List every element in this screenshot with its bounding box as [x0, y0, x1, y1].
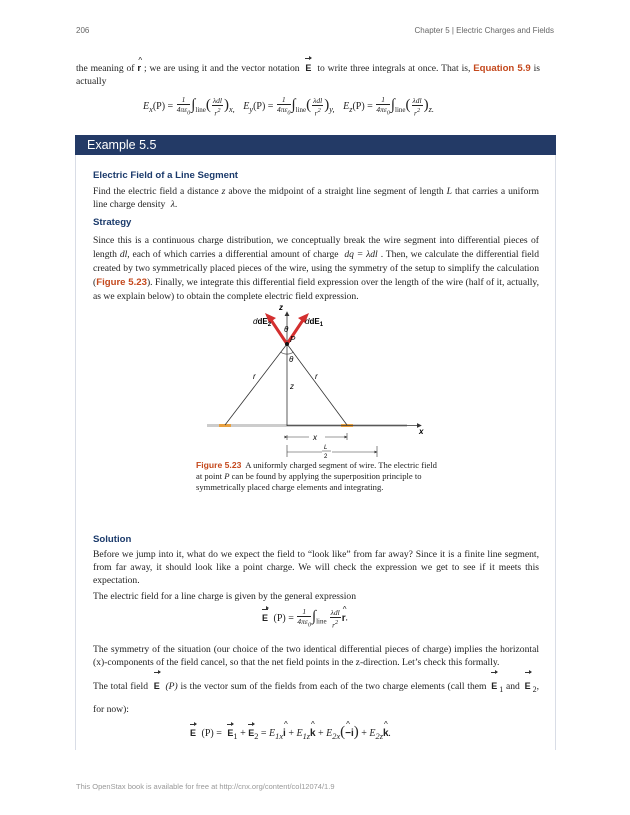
ey-integrand — [312, 96, 323, 118]
general-coef-den: 4πε — [297, 617, 308, 626]
z-axis-label: z — [279, 303, 283, 312]
coef-den: 4πε — [376, 105, 387, 114]
intro-text-1: the meaning of — [76, 63, 135, 74]
p4-E2-sub: 2 — [532, 684, 537, 694]
strategy-t4: ). Finally, we integrate this differential field expression over the length of the wire (half of it, actually, as we explain below) to obtain the complete electric field expression. — [93, 277, 539, 302]
problem-L: L — [446, 186, 452, 197]
sum-end: . — [388, 728, 391, 739]
L-den-label: 2 — [324, 454, 328, 460]
int-den: r — [314, 108, 318, 117]
ez-integrand — [412, 96, 423, 118]
solution-paragraph-2: The electric field for a line charge is given by the general expression — [93, 591, 357, 602]
dE1-sub: 1 — [319, 322, 324, 328]
p4-t2: is the vector sum of the fields from each of the two charge elements (call them — [180, 681, 487, 692]
sum-E2z: E — [369, 728, 376, 739]
caption-P: P — [224, 471, 230, 481]
integral-sign: ∫ — [291, 96, 296, 113]
p4-t1: The total field — [93, 681, 148, 692]
general-integral: ∫ — [311, 608, 317, 625]
general-int-num: λdl — [330, 607, 340, 617]
strategy-paragraph — [93, 234, 539, 304]
component-equations — [143, 95, 434, 118]
eq-ez: $E_z(P)$ = $\frac{1}{4\pi\varepsilon_0}$ $\int_{line}$( $\frac{\text{λdl}}{r^2}$ )$_{z.}$ — [343, 95, 434, 117]
ex-sub: x — [149, 104, 153, 114]
x-length-label: x — [313, 433, 317, 442]
general-coef-den-sub: 0 — [307, 621, 311, 629]
equation-5-9-link[interactable]: Equation 5.9 — [473, 63, 531, 74]
sum-E2x: E — [326, 728, 333, 739]
int-den-sup: 2 — [317, 106, 321, 114]
general-int-den-sup: 2 — [335, 618, 339, 626]
sum-E1x-sub: 1x — [275, 732, 284, 741]
p4-E1: E — [491, 676, 497, 696]
caption-t1: A uniformly charged segment of wire. The electric field at point — [196, 460, 437, 481]
integral-sign: ∫ — [191, 96, 196, 113]
r-line-left — [225, 344, 287, 425]
ey-arg: (P) = — [253, 100, 274, 112]
intro-paragraph — [76, 62, 540, 88]
problem-z: z — [221, 186, 226, 197]
solution-paragraph-3: The symmetry of the situation (our choice of the two identical differential pieces of charge) implies the horizontal (x)-components of the field cancel, so that the net field points in the z-direction. Let’s check this formally. — [93, 644, 539, 668]
theta-arc-right — [287, 352, 294, 354]
sum-E1: E — [227, 728, 234, 738]
int-num: λdl — [212, 95, 222, 105]
ey-sub: y — [249, 104, 254, 114]
P-label: P — [290, 335, 296, 344]
sum-i-hat: ^ i — [283, 728, 286, 739]
coef-den-sub: 0 — [386, 109, 390, 117]
theta-mid-label: θ — [289, 355, 294, 364]
x-axis-label: x — [419, 427, 424, 436]
ez-trail: z. — [428, 104, 434, 114]
sum-E1x: E — [269, 728, 276, 739]
caption-t2: can be found by applying the superposition principle to symmetrically placed charge elements and integrating. — [196, 471, 422, 492]
figure-5-23-link[interactable]: Figure 5.23 — [96, 277, 147, 288]
int-den: r — [414, 108, 417, 117]
strategy-dq: dq = λdl — [344, 249, 378, 260]
ey-lhs: E — [243, 100, 250, 112]
example-banner: Example 5.5 — [75, 135, 556, 155]
p4-and: and — [505, 681, 520, 692]
ey-coef — [277, 95, 291, 118]
dE2-sub: 2 — [267, 322, 272, 328]
coef-num: 1 — [177, 95, 191, 105]
limit: line — [195, 105, 206, 114]
dE2-text: dE — [257, 317, 268, 326]
eq-ey: $E_y(P)$ = $\frac{1}{4\pi\varepsilon_0}$ $\int_{line}$( $\frac{\text{λdl}}{r^2}$ )$_{y,}$ — [243, 95, 335, 117]
coef-den: 4πε — [176, 105, 188, 114]
sum-plus3: + — [318, 728, 324, 739]
sum-E2-sub: 2 — [254, 732, 259, 741]
p4-E1-sub: 1 — [499, 684, 504, 694]
sum-neg-i: ^ −i — [345, 728, 354, 739]
general-rhat: ^ r — [342, 613, 346, 624]
chapter-title: Chapter 5 | Electric Charges and Fields — [414, 26, 554, 35]
int-den: r — [214, 108, 218, 117]
theta-top-label: θ — [284, 325, 289, 334]
limit: line — [295, 105, 307, 114]
r-right-label: r — [315, 372, 318, 381]
general-coef — [297, 607, 311, 630]
general-arg: (P) = — [273, 612, 294, 624]
ex-lhs: E — [143, 100, 150, 112]
sum-E1z-sub: 1z — [302, 732, 310, 741]
figure-5-23 — [195, 300, 435, 460]
ex-trail: x, — [228, 104, 235, 114]
integral-sign: ∫ — [390, 96, 396, 113]
page-number: 206 — [76, 26, 90, 35]
sum-plus2: + — [288, 728, 294, 739]
ey-trail: y, — [329, 104, 335, 114]
strategy-t1: Since this is a continuous charge distribution, we conceptually break the wire segment into differential pieces of length — [93, 235, 539, 260]
coef-den-sub: 0 — [287, 109, 291, 117]
caption-number: Figure 5.23 — [196, 460, 242, 470]
ez-lhs: E — [343, 100, 350, 112]
limit: line — [395, 105, 406, 114]
p4-arg: (P) — [165, 681, 178, 692]
coef-num: 1 — [277, 95, 291, 105]
sum-lhs: E — [190, 728, 197, 738]
example-title: Electric Field of a Line Segment — [93, 170, 239, 181]
sum-plus1: + — [240, 728, 246, 739]
intro-text-4: is actually — [76, 63, 541, 87]
strategy-t3: . Then, we calculate the differential field created by two symmetrically placed pieces of the wire, using the symmetry of the setup to simplify the calculation ( — [93, 249, 539, 288]
solution-paragraph-4 — [93, 676, 539, 720]
ez-sub: z — [349, 104, 353, 114]
intro-text-2: ; we are using it and the vector notation — [143, 63, 300, 74]
r-line-right — [287, 344, 347, 425]
ex-coef — [177, 95, 191, 118]
p4-E: E — [154, 676, 160, 696]
ez-coef — [376, 95, 390, 118]
intro-text-3: to write three integrals at once. That is, — [317, 63, 471, 74]
p4-t3: , for now): — [93, 681, 539, 715]
coef-num: 1 — [376, 95, 390, 105]
general-lhs: E — [262, 612, 269, 623]
point-P — [285, 342, 289, 346]
problem-t1: Find the electric field a distance — [93, 186, 219, 197]
z-length-label: z — [290, 382, 294, 391]
dE1-label: ddE$_1$ — [305, 317, 324, 328]
sum-plus4: + — [361, 728, 367, 739]
int-num: λdl — [313, 95, 323, 105]
problem-lambda: λ — [170, 199, 175, 210]
sum-equation: E $(P) = E_1 + E_2$ = $E_{1x}\^{}$ $i + E_{1z}\^{}$ $k + E_{2x}(\^{} -i)$ + $E_{2z}\^{}$ k. — [190, 724, 391, 741]
p4-E2: E — [525, 676, 531, 696]
strategy-heading: Strategy — [93, 217, 132, 228]
general-limit: line — [316, 617, 327, 626]
general-int-den: r — [332, 620, 336, 629]
general-end: . — [345, 612, 349, 624]
general-equation — [262, 607, 348, 630]
solution-heading: Solution — [93, 534, 132, 545]
sum-E2z-sub: 2z — [375, 732, 383, 741]
sum-E1-sub: 1 — [233, 732, 238, 741]
r-hat: ^ r — [137, 62, 141, 75]
sum-k-hat: ^ k — [310, 728, 316, 739]
dE1-text: dE — [309, 317, 320, 326]
coef-den-sub: 0 — [187, 109, 191, 117]
sum-eq2: = — [260, 728, 267, 739]
sum-arg: (P) = — [201, 728, 222, 739]
eq-ex: $E_x(P)$ = $\frac{1}{4\pi\varepsilon_0}$ $\int_{line}$( $\frac{\text{λdl}}{r^2}$ )$_{x,}$ — [143, 95, 235, 117]
footer-note: This OpenStax book is available for free at http://cnx.org/content/col12074/1.9 — [76, 782, 335, 791]
problem-t3: that carries a uniform line charge density — [93, 186, 539, 210]
general-coef-num: 1 — [297, 607, 311, 617]
E-vector: E — [305, 63, 312, 73]
sum-E2x-sub: 2x — [332, 732, 341, 741]
problem-t2: above the midpoint of a straight line segment of length — [228, 186, 444, 197]
ex-integrand — [212, 96, 223, 118]
problem-t4: . — [174, 199, 178, 210]
strategy-t2: , each of which carries a differential amount of charge — [127, 249, 339, 260]
sum-E2: E — [248, 728, 255, 738]
problem-statement — [93, 185, 539, 211]
sum-E1z: E — [296, 728, 303, 739]
int-den-sup: 2 — [217, 106, 221, 114]
coef-den: 4πε — [276, 105, 288, 114]
L-num-label: L — [324, 445, 328, 451]
solution-paragraph-1: Before we jump into it, what do we expect the field to “look like” from far away? Since it is a finite line segment, from far away, it should look like a point charge. We will check the expression we get to see if it meets this expectation. — [93, 549, 539, 586]
ez-arg: (P) = — [352, 100, 373, 112]
dE2-label: ddE$_2$ — [253, 317, 272, 328]
theta-arc-left — [281, 352, 288, 354]
r-left-label: r — [253, 372, 256, 381]
figure-caption — [196, 460, 439, 493]
sum-k-hat2: ^ k — [383, 728, 389, 739]
strategy-dl: dl — [119, 249, 128, 260]
int-den-sup: 2 — [416, 106, 421, 114]
general-integrand — [330, 608, 341, 630]
ex-arg: (P) = — [152, 100, 174, 112]
int-num: λdl — [412, 95, 422, 105]
